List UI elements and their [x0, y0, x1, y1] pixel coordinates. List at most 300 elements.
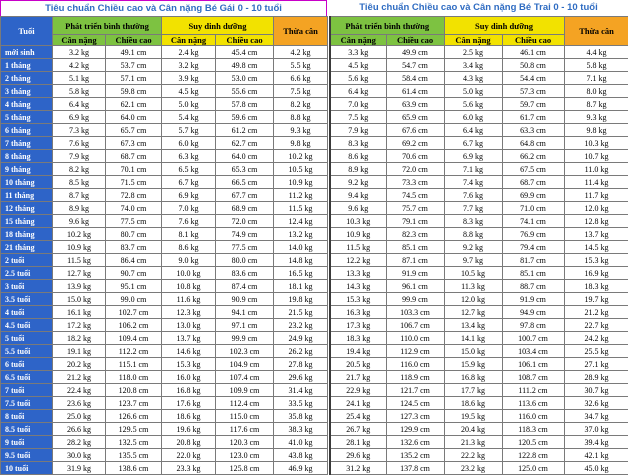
age-cell: 4 tháng: [1, 98, 53, 111]
under-height-cell: 68.9 cm: [216, 202, 274, 215]
under-weight-cell: 11.3 kg: [444, 280, 502, 293]
under-weight-cell: 7.0 kg: [162, 202, 216, 215]
over-weight-cell: 9.8 kg: [564, 124, 628, 137]
normal-height-cell: 96.1 cm: [386, 280, 444, 293]
normal-height-cell: 65.7 cm: [106, 124, 162, 137]
under-weight-cell: 5.4 kg: [162, 111, 216, 124]
under-height-cell: 69.9 cm: [502, 189, 564, 202]
age-cell: 8 tuổi: [1, 410, 53, 423]
under-weight-cell: 8.8 kg: [444, 228, 502, 241]
normal-weight-cell: 8.3 kg: [330, 137, 386, 150]
over-weight-cell: 10.5 kg: [274, 163, 328, 176]
over-weight-cell: 31.4 kg: [274, 384, 328, 397]
normal-weight-cell: 22.4 kg: [53, 384, 106, 397]
table-row: [330, 111, 628, 124]
normal-weight-cell: 23.6 kg: [53, 397, 106, 410]
normal-weight-cell: 24.1 kg: [330, 397, 386, 410]
table-row: [1, 462, 328, 475]
over-weight-cell: 38.3 kg: [274, 423, 328, 436]
under-height-cell: 72.0 cm: [216, 215, 274, 228]
table-row: [330, 241, 628, 254]
table-row: [1, 189, 328, 202]
under-height-cell: 112.4 cm: [216, 397, 274, 410]
table-row: [330, 410, 628, 423]
under-height-cell: 108.7 cm: [502, 371, 564, 384]
under-height-cell: 64.8 cm: [502, 137, 564, 150]
over-weight-cell: 4.2 kg: [274, 46, 328, 59]
under-weight-cell: 12.7 kg: [444, 306, 502, 319]
normal-height-cell: 73.3 cm: [386, 176, 444, 189]
normal-height-cell: 65.9 cm: [386, 111, 444, 124]
under-height-cell: 104.9 cm: [216, 358, 274, 371]
under-weight-cell: 14.1 kg: [444, 332, 502, 345]
under-height-cell: 115.0 cm: [216, 410, 274, 423]
under-height-cell: 90.9 cm: [216, 293, 274, 306]
table-row: [1, 280, 328, 293]
under-weight-cell: 9.0 kg: [162, 254, 216, 267]
normal-height-cell: 109.4 cm: [106, 332, 162, 345]
under-height-header: Chiều cao: [216, 35, 274, 46]
normal-height-cell: 53.7 cm: [106, 59, 162, 72]
normal-weight-cell: 8.9 kg: [330, 163, 386, 176]
under-height-cell: 45.4 cm: [216, 46, 274, 59]
table-row: [1, 241, 328, 254]
under-height-cell: 91.9 cm: [502, 293, 564, 306]
overweight-header: Thừa cân: [274, 17, 328, 46]
under-height-cell: 77.5 cm: [216, 241, 274, 254]
over-weight-cell: 9.3 kg: [564, 111, 628, 124]
under-weight-cell: 13.0 kg: [162, 319, 216, 332]
over-weight-cell: 25.5 kg: [564, 345, 628, 358]
table-row: [330, 280, 628, 293]
table-row: [1, 306, 328, 319]
normal-weight-cell: 5.1 kg: [53, 72, 106, 85]
over-weight-cell: 33.5 kg: [274, 397, 328, 410]
over-weight-cell: 11.0 kg: [564, 163, 628, 176]
normal-weight-cell: 28.1 kg: [330, 436, 386, 449]
over-weight-cell: 28.9 kg: [564, 371, 628, 384]
table-row: [330, 358, 628, 371]
under-height-cell: 46.1 cm: [502, 46, 564, 59]
normal-weight-cell: 4.5 kg: [330, 59, 386, 72]
under-height-header: Chiều cao: [502, 35, 564, 46]
over-weight-cell: 19.8 kg: [274, 293, 328, 306]
under-weight-cell: 15.3 kg: [162, 358, 216, 371]
over-weight-cell: 8.2 kg: [274, 98, 328, 111]
under-weight-cell: 13.4 kg: [444, 319, 502, 332]
over-weight-cell: 22.7 kg: [564, 319, 628, 332]
age-cell: 3 tuổi: [1, 280, 53, 293]
table-row: [330, 423, 628, 436]
normal-weight-cell: 6.9 kg: [53, 111, 106, 124]
normal-height-cell: 91.9 cm: [386, 267, 444, 280]
under-height-cell: 57.8 cm: [216, 98, 274, 111]
over-weight-cell: 12.4 kg: [274, 215, 328, 228]
over-weight-cell: 18.3 kg: [564, 280, 628, 293]
over-weight-cell: 11.5 kg: [274, 202, 328, 215]
under-height-cell: 61.2 cm: [216, 124, 274, 137]
normal-weight-header: Cân nặng: [330, 35, 386, 46]
normal-height-cell: 129.9 cm: [386, 423, 444, 436]
table-row: [330, 215, 628, 228]
table-row: [330, 98, 628, 111]
normal-height-cell: 90.7 cm: [106, 267, 162, 280]
age-cell: 4.5 tuổi: [1, 319, 53, 332]
over-weight-cell: 37.0 kg: [564, 423, 628, 436]
under-weight-cell: 12.0 kg: [444, 293, 502, 306]
table-row: [330, 254, 628, 267]
normal-height-cell: 106.2 cm: [106, 319, 162, 332]
under-height-cell: 71.0 cm: [502, 202, 564, 215]
table-row: [330, 189, 628, 202]
age-cell: 10 tuổi: [1, 462, 53, 475]
normal-weight-cell: 18.3 kg: [330, 332, 386, 345]
girls-table-title: Tiêu chuẩn Chiều cao và Cân nặng Bé Gái 0 - 10 tuổi: [0, 0, 327, 16]
under-height-cell: 62.7 cm: [216, 137, 274, 150]
table-row: [330, 228, 628, 241]
under-height-cell: 59.6 cm: [216, 111, 274, 124]
normal-height-cell: 58.4 cm: [386, 72, 444, 85]
under-weight-cell: 6.3 kg: [162, 150, 216, 163]
table-row: [1, 293, 328, 306]
boys-table: [329, 16, 628, 475]
normal-height-cell: 135.5 cm: [106, 449, 162, 462]
under-height-cell: 57.3 cm: [502, 85, 564, 98]
normal-height-cell: 61.4 cm: [386, 85, 444, 98]
under-height-cell: 68.7 cm: [502, 176, 564, 189]
under-weight-cell: 5.7 kg: [162, 124, 216, 137]
over-weight-cell: 9.8 kg: [274, 137, 328, 150]
over-weight-cell: 15.3 kg: [564, 254, 628, 267]
table-row: [1, 98, 328, 111]
over-weight-cell: 12.8 kg: [564, 215, 628, 228]
under-weight-cell: 10.0 kg: [162, 267, 216, 280]
under-height-cell: 53.0 cm: [216, 72, 274, 85]
under-weight-cell: 2.5 kg: [444, 46, 502, 59]
age-cell: 3 tháng: [1, 85, 53, 98]
normal-weight-cell: 7.5 kg: [330, 111, 386, 124]
normal-weight-cell: 15.0 kg: [53, 293, 106, 306]
normal-weight-cell: 8.2 kg: [53, 163, 106, 176]
under-height-cell: 116.0 cm: [502, 410, 564, 423]
under-height-cell: 66.5 cm: [216, 176, 274, 189]
under-weight-cell: 5.0 kg: [162, 98, 216, 111]
normal-height-cell: 137.8 cm: [386, 462, 444, 475]
under-weight-cell: 6.0 kg: [444, 111, 502, 124]
table-row: [1, 59, 328, 72]
under-height-cell: 55.6 cm: [216, 85, 274, 98]
age-cell: 6 tháng: [1, 124, 53, 137]
normal-weight-cell: 7.0 kg: [330, 98, 386, 111]
under-weight-cell: 6.9 kg: [444, 150, 502, 163]
age-header: Tuổi: [1, 17, 53, 46]
table-row: [330, 319, 628, 332]
under-weight-cell: 7.6 kg: [444, 189, 502, 202]
age-cell: 18 tháng: [1, 228, 53, 241]
under-height-cell: 111.2 cm: [502, 384, 564, 397]
normal-weight-cell: 16.1 kg: [53, 306, 106, 319]
over-weight-cell: 13.2 kg: [274, 228, 328, 241]
table-row: [330, 163, 628, 176]
under-weight-cell: 12.3 kg: [162, 306, 216, 319]
normal-height-cell: 112.2 cm: [106, 345, 162, 358]
under-weight-cell: 23.2 kg: [444, 462, 502, 475]
normal-height-header: Chiều cao: [106, 35, 162, 46]
normal-height-cell: 82.3 cm: [386, 228, 444, 241]
under-weight-cell: 10.8 kg: [162, 280, 216, 293]
under-height-cell: 97.1 cm: [216, 319, 274, 332]
under-height-cell: 123.0 cm: [216, 449, 274, 462]
over-weight-cell: 35.8 kg: [274, 410, 328, 423]
normal-weight-cell: 20.5 kg: [330, 358, 386, 371]
age-cell: 21 tháng: [1, 241, 53, 254]
table-row: [330, 449, 628, 462]
normal-height-header: Chiều cao: [386, 35, 444, 46]
under-height-cell: 97.8 cm: [502, 319, 564, 332]
normal-weight-cell: 5.6 kg: [330, 72, 386, 85]
normal-weight-cell: 20.2 kg: [53, 358, 106, 371]
normal-height-cell: 59.8 cm: [106, 85, 162, 98]
normal-height-cell: 127.3 cm: [386, 410, 444, 423]
table-row: [330, 267, 628, 280]
over-weight-cell: 13.7 kg: [564, 228, 628, 241]
over-weight-cell: 6.6 kg: [274, 72, 328, 85]
over-weight-cell: 5.5 kg: [274, 59, 328, 72]
over-weight-cell: 11.7 kg: [564, 189, 628, 202]
normal-weight-cell: 26.6 kg: [53, 423, 106, 436]
over-weight-cell: 27.1 kg: [564, 358, 628, 371]
normal-weight-cell: 8.6 kg: [330, 150, 386, 163]
under-weight-cell: 18.6 kg: [444, 397, 502, 410]
normal-weight-cell: 5.8 kg: [53, 85, 106, 98]
normal-height-cell: 75.7 cm: [386, 202, 444, 215]
under-height-cell: 63.3 cm: [502, 124, 564, 137]
age-cell: mới sinh: [1, 46, 53, 59]
table-row: [1, 254, 328, 267]
under-weight-cell: 3.9 kg: [162, 72, 216, 85]
normal-weight-cell: 7.3 kg: [53, 124, 106, 137]
under-height-cell: 49.8 cm: [216, 59, 274, 72]
under-height-cell: 81.7 cm: [502, 254, 564, 267]
normal-weight-cell: 15.3 kg: [330, 293, 386, 306]
table-row: [1, 176, 328, 189]
over-weight-cell: 24.2 kg: [564, 332, 628, 345]
table-row: [330, 46, 628, 59]
under-weight-cell: 2.4 kg: [162, 46, 216, 59]
over-weight-cell: 14.5 kg: [564, 241, 628, 254]
under-weight-cell: 9.2 kg: [444, 241, 502, 254]
under-weight-cell: 9.7 kg: [444, 254, 502, 267]
over-weight-cell: 16.9 kg: [564, 267, 628, 280]
under-weight-cell: 8.1 kg: [162, 228, 216, 241]
normal-height-cell: 121.7 cm: [386, 384, 444, 397]
age-cell: 8 tháng: [1, 150, 53, 163]
normal-height-cell: 95.1 cm: [106, 280, 162, 293]
girls-table: [0, 16, 328, 475]
normal-weight-cell: 17.3 kg: [330, 319, 386, 332]
under-weight-cell: 5.6 kg: [444, 98, 502, 111]
normal-weight-cell: 11.5 kg: [330, 241, 386, 254]
under-weight-cell: 22.0 kg: [162, 449, 216, 462]
normal-height-cell: 69.2 cm: [386, 137, 444, 150]
normal-weight-cell: 6.4 kg: [330, 85, 386, 98]
under-weight-cell: 8.3 kg: [444, 215, 502, 228]
under-weight-cell: 11.6 kg: [162, 293, 216, 306]
table-row: [1, 449, 328, 462]
normal-height-cell: 102.7 cm: [106, 306, 162, 319]
under-height-cell: 125.8 cm: [216, 462, 274, 475]
table-row: [330, 72, 628, 85]
under-weight-cell: 19.6 kg: [162, 423, 216, 436]
normal-weight-cell: 13.3 kg: [330, 267, 386, 280]
under-height-cell: 67.7 cm: [216, 189, 274, 202]
under-weight-cell: 17.6 kg: [162, 397, 216, 410]
age-cell: 2 tháng: [1, 72, 53, 85]
table-row: [330, 345, 628, 358]
under-weight-cell: 7.6 kg: [162, 215, 216, 228]
table-row: [1, 423, 328, 436]
normal-height-cell: 132.6 cm: [386, 436, 444, 449]
normal-height-cell: 72.8 cm: [106, 189, 162, 202]
over-weight-cell: 4.4 kg: [564, 46, 628, 59]
normal-height-cell: 83.7 cm: [106, 241, 162, 254]
over-weight-cell: 41.0 kg: [274, 436, 328, 449]
under-weight-cell: 6.4 kg: [444, 124, 502, 137]
normal-weight-cell: 7.9 kg: [330, 124, 386, 137]
normal-height-cell: 129.5 cm: [106, 423, 162, 436]
normal-height-cell: 118.0 cm: [106, 371, 162, 384]
over-weight-cell: 8.8 kg: [274, 111, 328, 124]
normal-height-cell: 85.1 cm: [386, 241, 444, 254]
over-weight-cell: 7.5 kg: [274, 85, 328, 98]
under-weight-cell: 19.5 kg: [444, 410, 502, 423]
normal-weight-cell: 3.3 kg: [330, 46, 386, 59]
table-row: [330, 371, 628, 384]
normal-height-cell: 54.7 cm: [386, 59, 444, 72]
underweight-header: Suy dinh dưỡng: [162, 17, 274, 35]
table-row: [1, 137, 328, 150]
normal-weight-cell: 21.7 kg: [330, 371, 386, 384]
normal-height-cell: 67.3 cm: [106, 137, 162, 150]
normal-weight-cell: 16.3 kg: [330, 306, 386, 319]
age-cell: 8.5 tuổi: [1, 423, 53, 436]
age-cell: 9.5 tuổi: [1, 449, 53, 462]
normal-weight-cell: 10.9 kg: [330, 228, 386, 241]
under-height-cell: 87.4 cm: [216, 280, 274, 293]
age-cell: 15 tháng: [1, 215, 53, 228]
normal-weight-cell: 19.4 kg: [330, 345, 386, 358]
over-weight-cell: 8.7 kg: [564, 98, 628, 111]
over-weight-cell: 11.2 kg: [274, 189, 328, 202]
table-row: [1, 228, 328, 241]
normal-height-cell: 77.5 cm: [106, 215, 162, 228]
over-weight-cell: 34.7 kg: [564, 410, 628, 423]
normal-weight-cell: 13.9 kg: [53, 280, 106, 293]
under-height-cell: 117.6 cm: [216, 423, 274, 436]
over-weight-cell: 5.8 kg: [564, 59, 628, 72]
table-row: [330, 384, 628, 397]
normal-height-cell: 71.5 cm: [106, 176, 162, 189]
normal-weight-cell: 22.9 kg: [330, 384, 386, 397]
under-height-cell: 99.9 cm: [216, 332, 274, 345]
under-height-cell: 67.5 cm: [502, 163, 564, 176]
over-weight-cell: 42.1 kg: [564, 449, 628, 462]
normal-height-cell: 103.3 cm: [386, 306, 444, 319]
under-weight-cell: 7.7 kg: [444, 202, 502, 215]
under-weight-cell: 5.0 kg: [444, 85, 502, 98]
under-weight-cell: 4.3 kg: [444, 72, 502, 85]
age-cell: 3.5 tuổi: [1, 293, 53, 306]
under-weight-cell: 3.2 kg: [162, 59, 216, 72]
under-height-cell: 54.4 cm: [502, 72, 564, 85]
normal-height-cell: 80.7 cm: [106, 228, 162, 241]
over-weight-cell: 16.5 kg: [274, 267, 328, 280]
normal-weight-cell: 29.6 kg: [330, 449, 386, 462]
under-height-cell: 61.7 cm: [502, 111, 564, 124]
normal-height-cell: 62.1 cm: [106, 98, 162, 111]
over-weight-cell: 30.7 kg: [564, 384, 628, 397]
normal-weight-cell: 11.5 kg: [53, 254, 106, 267]
over-weight-cell: 45.0 kg: [564, 462, 628, 475]
normal-weight-cell: 8.7 kg: [53, 189, 106, 202]
over-weight-cell: 27.8 kg: [274, 358, 328, 371]
under-weight-cell: 18.6 kg: [162, 410, 216, 423]
overweight-header: Thừa cân: [564, 17, 628, 46]
under-weight-cell: 20.4 kg: [444, 423, 502, 436]
under-height-cell: 74.1 cm: [502, 215, 564, 228]
over-weight-cell: 12.0 kg: [564, 202, 628, 215]
under-height-cell: 102.3 cm: [216, 345, 274, 358]
normal-height-cell: 120.8 cm: [106, 384, 162, 397]
over-weight-cell: 24.9 kg: [274, 332, 328, 345]
normal-weight-cell: 8.5 kg: [53, 176, 106, 189]
normal-weight-cell: 6.4 kg: [53, 98, 106, 111]
age-cell: 9 tuổi: [1, 436, 53, 449]
normal-height-cell: 70.6 cm: [386, 150, 444, 163]
normal-weight-cell: 28.2 kg: [53, 436, 106, 449]
normal-header: Phát triển bình thường: [53, 17, 162, 35]
table-row: [1, 150, 328, 163]
under-weight-header: Cân nặng: [444, 35, 502, 46]
under-height-cell: 120.3 cm: [216, 436, 274, 449]
normal-weight-cell: 25.4 kg: [330, 410, 386, 423]
normal-height-cell: 116.0 cm: [386, 358, 444, 371]
under-weight-cell: 6.7 kg: [444, 137, 502, 150]
table-row: [330, 332, 628, 345]
under-height-cell: 107.4 cm: [216, 371, 274, 384]
under-height-cell: 120.5 cm: [502, 436, 564, 449]
over-weight-cell: 32.6 kg: [564, 397, 628, 410]
under-weight-cell: 7.1 kg: [444, 163, 502, 176]
normal-height-cell: 57.1 cm: [106, 72, 162, 85]
under-height-cell: 83.6 cm: [216, 267, 274, 280]
over-weight-cell: 18.1 kg: [274, 280, 328, 293]
under-height-cell: 113.6 cm: [502, 397, 564, 410]
underweight-header: Suy dinh dưỡng: [444, 17, 564, 35]
table-row: [1, 163, 328, 176]
normal-height-cell: 67.6 cm: [386, 124, 444, 137]
under-weight-cell: 17.7 kg: [444, 384, 502, 397]
table-row: [1, 436, 328, 449]
table-row: [1, 345, 328, 358]
under-weight-cell: 15.9 kg: [444, 358, 502, 371]
normal-height-cell: 132.5 cm: [106, 436, 162, 449]
under-height-cell: 50.8 cm: [502, 59, 564, 72]
under-weight-cell: 16.8 kg: [162, 384, 216, 397]
normal-weight-cell: 10.2 kg: [53, 228, 106, 241]
under-weight-cell: 20.8 kg: [162, 436, 216, 449]
under-weight-cell: 23.3 kg: [162, 462, 216, 475]
